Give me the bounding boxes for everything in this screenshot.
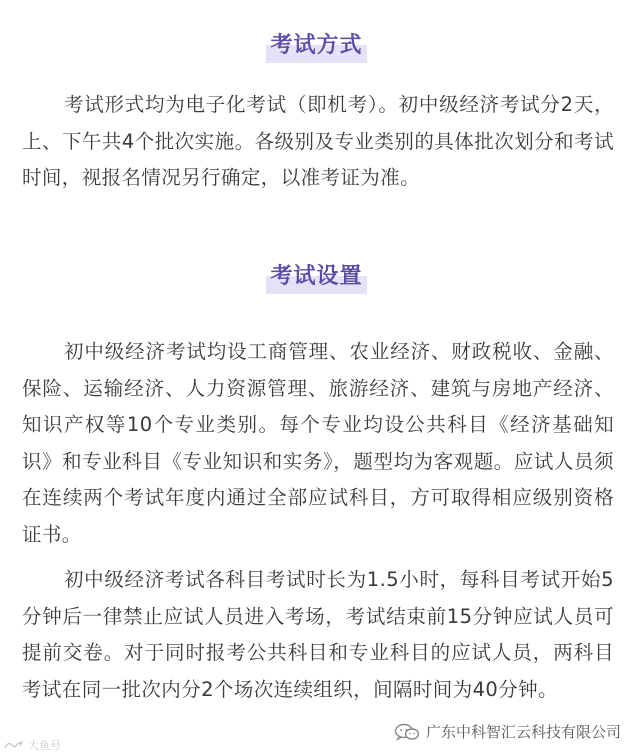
exam-method-paragraph: 考试形式均为电子化考试（即机考）。初中级经济考试分2天，上、下午共4个批次实施。各级别及专业类别的具体批次划分和考试时间，视报名情况另行确定，以准考证为准。	[22, 93, 614, 189]
section-heading-exam-method-text: 考试方式	[266, 30, 366, 63]
watermark-text: 大鱼号	[28, 739, 61, 752]
exam-settings-paragraph-1: 初中级经济考试均设工商管理、农业经济、财政税收、金融、保险、运输经济、人力资源管理、旅游经济、建筑与房地产经济、知识产权等10个专业类别。每个专业均设公共科目《经济基础知识》和专业科目《专业知识和实务》，题型均为客观题。应试人员须在连续两个考试年度内通过全部应试科目，方可取得相应级别资格证书。	[22, 340, 614, 546]
section-heading-exam-method	[0, 30, 633, 63]
source-company-name: 广东中科智汇云科技有限公司	[425, 723, 621, 741]
exam-settings-paragraph-2: 初中级经济考试各科目考试时长为1.5小时，每科目考试开始5分钟后一律禁止应试人员进入考场，考试结束前15分钟应试人员可提前交卷。对于同时报考公共科目和专业科目的应试人员，两科目考试在同一批次内分2个场次连续组织，间隔时间为40分钟。	[22, 568, 614, 701]
wechat-icon	[394, 723, 420, 741]
watermark	[4, 737, 61, 753]
dayu-logo-icon	[4, 739, 26, 751]
section-heading-exam-settings	[0, 261, 633, 294]
section-heading-exam-settings-text: 考试设置	[266, 261, 366, 294]
source-attribution	[394, 721, 621, 742]
